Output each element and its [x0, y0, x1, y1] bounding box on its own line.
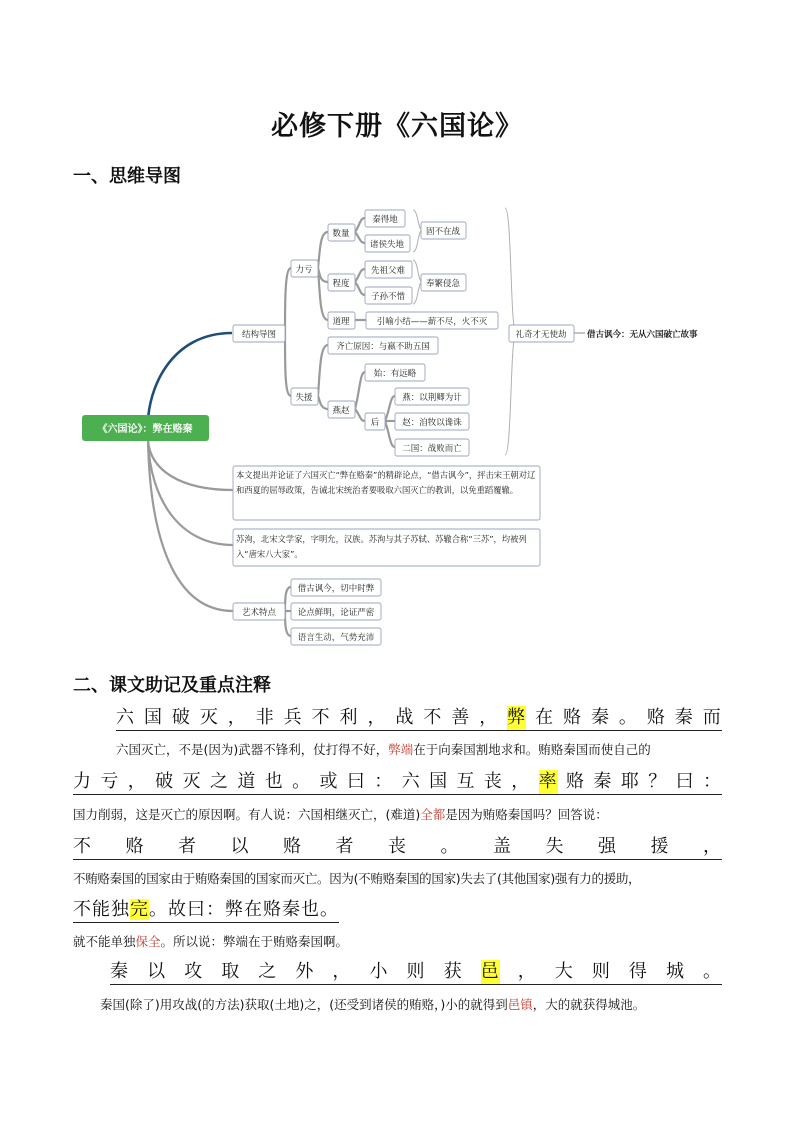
original-line-4: 不能独完。故曰：弊在赂秦也。	[73, 898, 339, 923]
original-char: 力	[73, 771, 92, 792]
original-char: 丧	[483, 771, 503, 792]
original-char: 。	[440, 836, 460, 857]
section-heading-mindmap: 一、思维导图	[73, 166, 181, 187]
original-line-1	[116, 706, 722, 731]
original-line-2	[73, 770, 722, 795]
mm-node-zisun-bu-xi	[365, 287, 412, 304]
svg-text:语言生动，气势充沛: 语言生动，气势充沛	[297, 633, 375, 643]
branch-qin-de-di	[355, 218, 365, 232]
original-char: 之	[209, 771, 229, 792]
original-char: ：	[374, 771, 394, 792]
original-char: 国	[429, 771, 449, 792]
original-char: 兵	[283, 707, 303, 728]
original-char: 六	[401, 771, 421, 792]
mm-summary-text: 本文提出并论证了六国灭亡“弊在赂秦”的精辟论点，“借古讽今”，抨击宋王朝对辽和西夏的屈辱政策，告诫北宋统治者要吸取六国灭亡的教训，以免重蹈覆辙。	[236, 470, 536, 495]
svg-text:礼奇才无使劫: 礼奇才无使劫	[515, 330, 567, 340]
svg-text:力亏: 力亏	[295, 265, 313, 275]
branch-summary	[148, 440, 233, 490]
branch-daoli	[318, 268, 328, 320]
original-char: 非	[255, 707, 275, 728]
translation-line-1: 六国灭亡，不是(因为)武器不锋利，仗打得不好，弊端在于向秦国割地求和。贿赂秦国而使自己的	[116, 742, 651, 757]
mm-node-qin-fan-qin-ji	[421, 274, 466, 291]
original-char: 攻	[184, 961, 204, 982]
branch-xianzu	[355, 269, 365, 282]
mm-node-yan	[395, 388, 469, 405]
mm-node-art2	[291, 603, 381, 620]
svg-text:固不在战: 固不在战	[425, 227, 461, 237]
branch-art3	[285, 611, 291, 636]
original-char: 者	[335, 836, 355, 857]
original-char: 秦	[590, 707, 610, 728]
original-char: 取	[221, 961, 241, 982]
branch-shuliang	[318, 232, 328, 268]
mm-node-yinyu	[366, 312, 498, 329]
original-line-3	[73, 835, 722, 860]
original-char: 战	[395, 707, 415, 728]
original-char: ，	[127, 771, 147, 792]
original-char: 不	[311, 707, 331, 728]
svg-text:奉繁侵急: 奉繁侵急	[425, 279, 461, 289]
original-char: ，	[703, 836, 722, 857]
mm-root-text: 《六国论》：弊在赂秦	[97, 424, 193, 435]
original-char: 在	[535, 707, 555, 728]
original-char: 赂	[566, 771, 586, 792]
mm-node-chengdu	[328, 274, 355, 291]
svg-text:失援: 失援	[295, 393, 313, 403]
original-char: 耶	[620, 771, 640, 792]
original-char: ，	[517, 961, 537, 982]
original-char: 破	[155, 771, 175, 792]
original-char: 强	[598, 836, 617, 857]
original-char: 善	[451, 707, 471, 728]
mm-node-author	[233, 529, 540, 566]
highlight-wan: 完	[130, 899, 149, 920]
mm-node-daoli	[328, 312, 355, 329]
branch-qi	[318, 345, 328, 396]
original-char: 赂	[125, 836, 145, 857]
keyword-quan-dou: 全都	[420, 807, 446, 822]
original-char: 不	[73, 836, 92, 857]
original-char: 率	[538, 771, 558, 792]
mm-node-zhuhou-shi-di	[365, 235, 410, 252]
mm-node-liqiao	[291, 260, 318, 277]
original-char: 者	[178, 836, 197, 857]
original-char: 赂	[646, 707, 666, 728]
original-char: 城	[665, 961, 685, 982]
branch-hou	[355, 409, 365, 421]
original-char: 援	[650, 836, 670, 857]
svg-text:子孙不惜: 子孙不惜	[370, 292, 406, 302]
branch-author	[148, 440, 233, 545]
svg-text:论点鲜明，论证严密: 论点鲜明，论证严密	[297, 608, 375, 618]
svg-text:结构导图: 结构导图	[241, 330, 277, 340]
section-heading-notes: 二、课文助记及重点注释	[73, 675, 271, 696]
svg-text:程度: 程度	[332, 279, 350, 289]
mind-map	[0, 190, 794, 660]
original-char: 。	[703, 961, 722, 982]
branch-zhuhou	[355, 232, 365, 243]
original-char: 则	[406, 961, 426, 982]
original-char: ，	[367, 707, 387, 728]
keyword-bao-quan: 保全	[135, 934, 161, 949]
mm-node-yan-zhao	[328, 401, 355, 418]
keyword-bi-duan: 弊端	[388, 742, 414, 757]
svg-text:道理: 道理	[332, 317, 350, 327]
original-char: 秦	[110, 961, 129, 982]
original-char: ，	[332, 961, 352, 982]
branch-liqiao	[285, 268, 291, 333]
original-char: 破	[171, 707, 191, 728]
svg-text:先祖父难: 先祖父难	[370, 266, 406, 276]
original-char: 国	[143, 707, 163, 728]
original-char: 得	[628, 961, 648, 982]
svg-text:燕赵: 燕赵	[332, 406, 350, 416]
original-char: 赂	[563, 707, 582, 728]
original-char: ，	[479, 707, 499, 728]
original-char: 赂	[283, 836, 302, 857]
original-char: 曰	[346, 771, 366, 792]
mm-node-summary	[233, 466, 540, 520]
original-char: 小	[369, 961, 389, 982]
svg-text:后: 后	[370, 418, 380, 428]
branch-art1	[285, 587, 291, 611]
original-char: 不	[423, 707, 443, 728]
original-char: ？	[648, 771, 668, 792]
svg-text:借古讽今，切中时弊: 借古讽今，切中时弊	[297, 584, 375, 594]
original-char: ，	[511, 771, 531, 792]
original-char: 道	[237, 771, 257, 792]
branch-shi	[355, 372, 365, 409]
original-char: 秦	[593, 771, 613, 792]
original-char: 外	[295, 961, 315, 982]
original-char: 丧	[388, 836, 407, 857]
svg-text:二国：战败而亡: 二国：战败而亡	[402, 444, 462, 454]
mm-node-qin-de-di	[365, 210, 405, 227]
mm-node-art1	[291, 579, 381, 596]
original-char: ：	[702, 771, 722, 792]
original-char: 亏	[100, 771, 120, 792]
branch-zisun	[355, 282, 365, 295]
original-char: 盖	[493, 836, 512, 857]
original-char: 以	[147, 961, 167, 982]
original-char: 邑	[480, 961, 500, 982]
mm-node-gu-bu-zai-zhan	[421, 222, 466, 239]
original-char: 之	[258, 961, 278, 982]
svg-text:燕：以荆卿为计: 燕：以荆卿为计	[402, 393, 462, 403]
mm-node-hou	[365, 413, 385, 430]
original-char: 以	[230, 836, 250, 857]
mm-node-er-guo	[395, 439, 469, 456]
original-char: 而	[702, 707, 722, 728]
original-char: 也	[264, 771, 284, 792]
page-title: 必修下册《六国论》	[271, 111, 523, 142]
original-char: 秦	[674, 707, 694, 728]
mm-node-zhao	[395, 413, 469, 430]
mm-node-shiyuan	[291, 388, 318, 405]
svg-text:赵：洎牧以谗诛: 赵：洎牧以谗诛	[402, 418, 462, 428]
svg-text:数量: 数量	[332, 229, 350, 239]
original-char: 。	[618, 707, 638, 728]
svg-text:齐亡原因：与嬴不助五国: 齐亡原因：与嬴不助五国	[336, 342, 430, 352]
branch-yan	[385, 396, 395, 421]
original-char: 或	[319, 771, 339, 792]
original-char: 灭	[182, 771, 202, 792]
mm-node-art3	[291, 628, 381, 645]
mm-node-qi-wang	[328, 337, 438, 354]
svg-text:始：有远略: 始：有远略	[373, 369, 417, 379]
keyword-yi-zhen: 邑镇	[507, 997, 533, 1012]
branch-yanzhao	[318, 396, 328, 409]
original-char: ，	[227, 707, 247, 728]
branch-erguo	[385, 421, 395, 447]
original-char: 六	[116, 707, 135, 728]
original-char: 则	[591, 961, 611, 982]
original-char: 失	[545, 836, 565, 857]
branch-structure	[148, 333, 232, 424]
original-char: 弊	[507, 707, 527, 728]
svg-text:引喻小结——薪不尽，火不灭: 引喻小结——薪不尽，火不灭	[376, 317, 488, 327]
original-char: 获	[443, 961, 463, 982]
svg-text:艺术特点: 艺术特点	[241, 608, 277, 618]
original-char: 。	[292, 771, 312, 792]
translation-line-2: 国力削弱，这是灭亡的原因啊。有人说：六国相继灭亡，(难道)全都是因为贿赂秦国吗？回答说：	[73, 807, 608, 822]
original-char: 利	[339, 707, 359, 728]
translation-line-3: 不贿赂秦国的国家由于贿赂秦国的国家而灭亡。因为(不贿赂秦国的国家)失去了(其他国家)强有力的援助，	[73, 871, 641, 886]
original-char: 互	[456, 771, 476, 792]
mm-node-art	[233, 603, 285, 620]
mm-author-text: 苏洵，北宋文学家，字明允，汉族。苏洵与其子苏轼、苏辙合称“三苏”，均被列入“唐宋八大家”。	[236, 534, 527, 559]
mm-node-shi	[365, 364, 425, 381]
mm-node-structure	[233, 325, 285, 342]
branch-art	[148, 440, 233, 611]
mm-node-xianzu-fu-nan	[365, 261, 412, 278]
mm-node-jie-gu: 借古讽今：无从六国破亡故事	[587, 330, 698, 340]
svg-text:诸侯失地: 诸侯失地	[369, 240, 405, 250]
mm-root-node	[82, 415, 209, 441]
translation-line-4: 就不能单独保全。所以说：弊端在于贿赂秦国啊。	[73, 934, 349, 949]
mm-node-shuliang	[328, 224, 355, 241]
original-char: 大	[554, 961, 574, 982]
original-char: 曰	[675, 771, 695, 792]
translation-line-5: 秦国(除了)用攻战(的方法)获取(土地)之，(还受到诸侯的贿赂，)小的就得到邑镇，大的就获得城池。	[100, 997, 646, 1012]
branch-shiyuan	[285, 333, 291, 396]
original-char: 灭	[199, 707, 219, 728]
original-line-5	[110, 960, 722, 985]
mm-node-lun-qi	[509, 325, 574, 342]
svg-text:秦得地: 秦得地	[372, 215, 398, 225]
